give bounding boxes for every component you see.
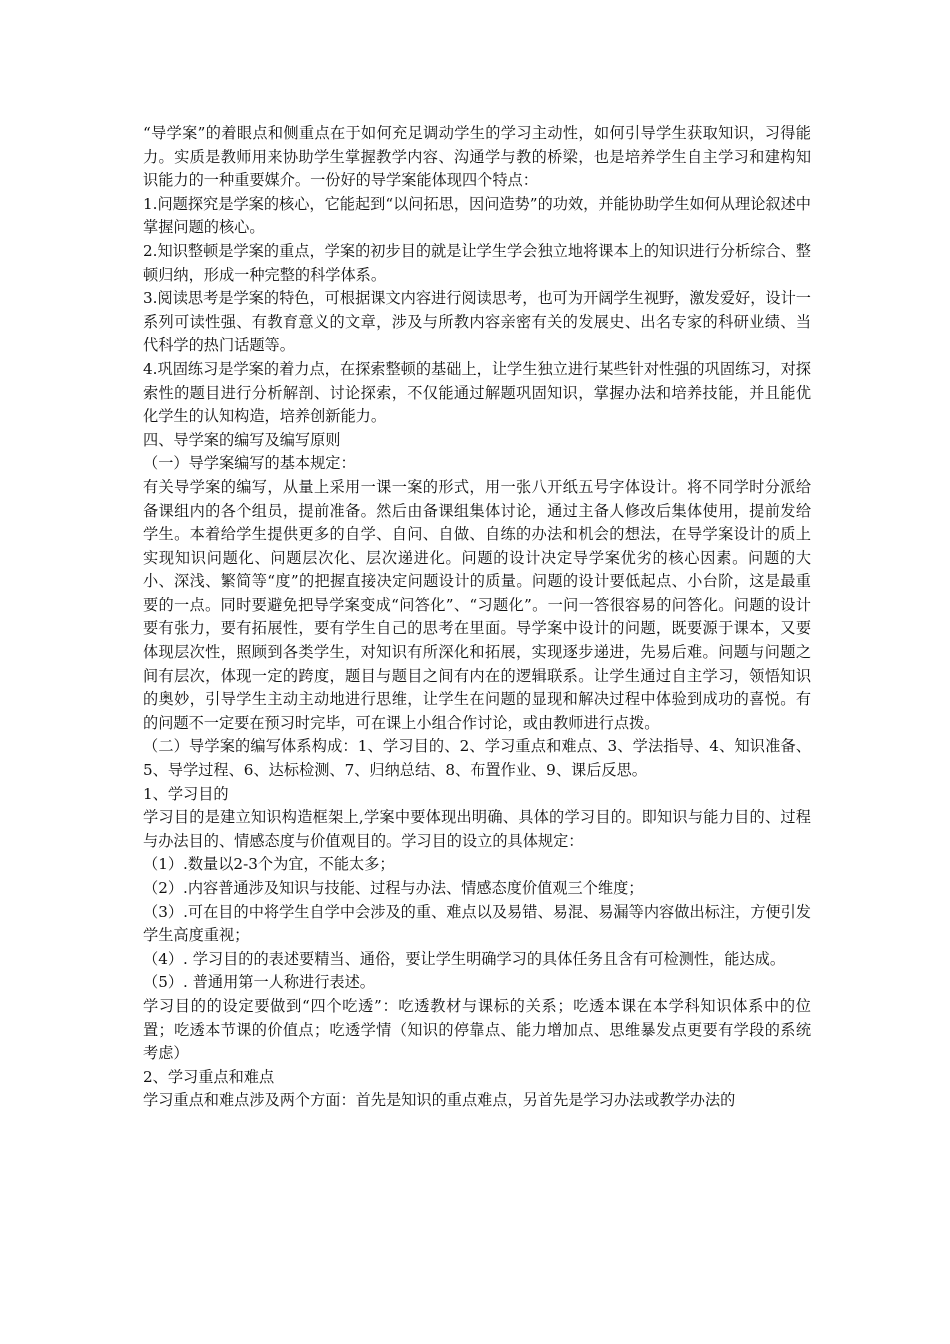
- feature-item-3: 3.阅读思考是学案的特色，可根据课文内容进行阅读思考，也可为开阔学生视野，激发爱好，设计一系列可读性强、有教育意义的文章，涉及与所教内容亲密有关的发展史、出名专家的科研业绩、当代科学的热门话题等。: [143, 289, 811, 355]
- intro-paragraph: “导学案”的着眼点和侧重点在于如何充足调动学生的学习主动性，如何引导学生获取知识，习得能力。实质是教师用来协助学生掌握教学内容、沟通学与教的桥梁，也是培养学生自主学习和建构知识能力的一种重要媒介。一份好的导学案能体现四个特点：: [143, 124, 811, 190]
- body-paragraph: 有关导学案的编写，从量上采用一课一案的形式，用一张八开纸五号字体设计。将不同学时分派给备课组内的各个组员，提前准备。然后由备课组集体讨论，通过主备人修改后集体使用，提前发给学生。本着给学生提供更多的自学、自问、自做、自练的办法和机会的想法，在导学案设计的质上实现知识问题化、问题层次化、层次递进化。问题的设计决定导学案优劣的核心因素。问题的大小、深浅、繁简等“度”的把握直接决定问题设计的质量。问题的设计要低起点、小台阶，这是最重要的一点。同时要避免把导学案变成“问答化”、“习题化”。一问一答很容易的问答化。问题的设计要有张力，要有拓展性，要有学生自己的思考在里面。导学案中设计的问题，既要源于课本，又要体现层次性，照顾到各类学生，对知识有所深化和拓展，实现逐步递进，先易后难。问题与问题之间有层次，体现一定的跨度，题目与题目之间有内在的逻辑联系。让学生通过自主学习，领悟知识的奥妙，引导学生主动主动地进行思维，让学生在问题的显现和解决过程中体验到成功的喜悦。有的问题不一定要在预习时完毕，可在课上小组合作讨论，或由教师进行点拨。: [143, 477, 811, 732]
- feature-item-2: 2.知识整顿是学案的重点，学案的初步目的就是让学生学会独立地将课本上的知识进行分析综合、整顿归纳，形成一种完整的科学体系。: [143, 241, 811, 284]
- list-item: （2）.内容普通涉及知识与技能、过程与办法、情感态度价值观三个维度；: [143, 879, 644, 897]
- subsection-heading-2: （二）导学案的编写体系构成：1、学习目的、2、学习重点和难点、3、学法指导、4、知识准备、5、导学过程、6、达标检测、7、归纳总结、8、布置作业、9、课后反思。: [143, 737, 811, 780]
- body-paragraph: 学习目的的设定要做到“四个吃透”：吃透教材与课标的关系；吃透本课在本学科知识体系中的位置；吃透本节课的价值点；吃透学情（知识的停靠点、能力增加点、思维暴发点更要有学段的系统考虑）: [143, 996, 811, 1063]
- item-heading-learning-goal: 1、学习目的: [143, 784, 229, 803]
- feature-item-1: 1.问题探究是学案的核心，它能起到“以问拓思，因问造势”的功效，并能协助学生如何从理论叙述中掌握问题的核心。: [143, 194, 811, 237]
- list-item: （4）. 学习目的的表述要精当、通俗，要让学生明确学习的具体任务且含有可检测性，能达成。: [143, 949, 786, 968]
- body-paragraph: 学习重点和难点涉及两个方面：首先是知识的重点难点，另首先是学习办法或教学办法的: [143, 1091, 736, 1110]
- body-paragraph: 学习目的是建立知识构造框架上,学案中要体现出明确、具体的学习目的。即知识与能力目的、过程与办法目的、情感态度与价值观目的。学习目的设立的具体规定：: [143, 808, 811, 850]
- document-body: [143, 122, 811, 1113]
- item-heading-key-points: 2、学习重点和难点: [143, 1067, 275, 1086]
- list-item: （5）. 普通用第一人称进行表述。: [143, 973, 375, 992]
- section-heading-4: 四、导学案的编写及编写原则: [143, 430, 341, 449]
- list-item: （3）.可在目的中将学生自学中会涉及的重、难点以及易错、易混、易漏等内容做出标注，方便引发学生高度重视；: [143, 902, 811, 945]
- list-item: （1）.数量以2-3个为宜，不能太多；: [143, 855, 395, 874]
- feature-item-4: 4.巩固练习是学案的着力点，在探索整顿的基础上，让学生独立进行某些针对性强的巩固练习，对探索性的题目进行分析解剖、讨论探索，不仅能通过解题巩固知识，掌握办法和培养技能，并且能优化学生的认知构造，培养创新能力。: [143, 359, 811, 426]
- subsection-heading-1: （一）导学案编写的基本规定：: [143, 454, 356, 473]
